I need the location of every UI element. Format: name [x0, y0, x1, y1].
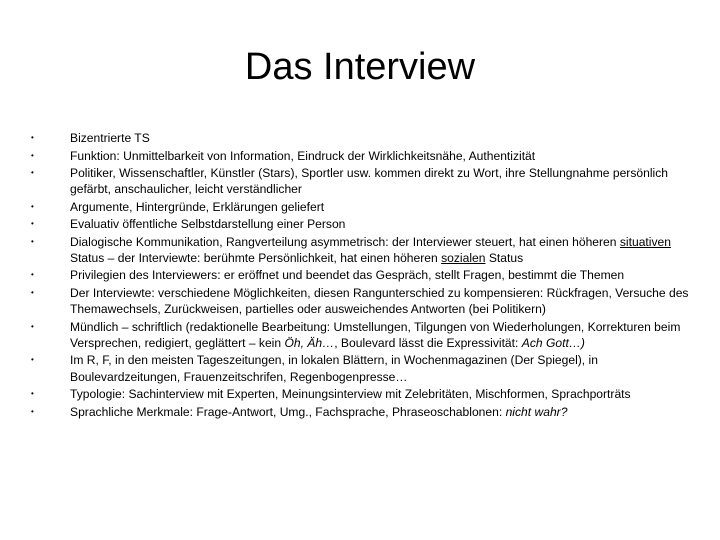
- italic-text: Öh, Äh…: [284, 335, 335, 350]
- bullet-icon: •: [31, 355, 34, 365]
- bullet-item: [28, 130, 696, 146]
- underlined-text: sozialen: [441, 250, 486, 265]
- bullet-item: [28, 285, 696, 317]
- italic-text: nicht wahr?: [505, 404, 568, 419]
- bullet-text-part: , Boulevard lässt die Expressivität:: [334, 335, 522, 350]
- bullet-text-part: Status – der Interviewte: berühmte Persönlichkeit, hat einen höheren: [70, 250, 442, 265]
- bullet-icon: •: [31, 287, 34, 297]
- bullet-icon: •: [31, 389, 34, 399]
- bullet-icon: •: [31, 270, 34, 280]
- italic-text: Ach Gott…): [521, 335, 585, 350]
- bullet-item: [28, 319, 696, 351]
- bullet-text: Funktion: Unmittelbarkeit von Information, Eindruck der Wirklichkeitsnähe, Authentizität: [70, 148, 536, 163]
- bullet-item: [28, 267, 696, 283]
- bullet-item: [28, 386, 696, 402]
- bullet-item: [28, 199, 696, 215]
- bullet-icon: •: [31, 219, 34, 229]
- bullet-icon: •: [31, 406, 34, 416]
- bullet-icon: •: [31, 201, 34, 211]
- bullet-text: Im R, F, in den meisten Tageszeitungen, in lokalen Blättern, in Wochenmagazinen (Der Spiegel), in Boulevardzeitungen, Frauenzeitschrifen, Regenbogenpresse…: [70, 353, 598, 384]
- bullet-text: Der Interviewte: verschiedene Möglichkeiten, diesen Rangunterschied zu kompensieren: Rückfragen, Versuche des Themawechsels, Zurückweisen, partielles oder ausweichendes Antworten (bei Politikern): [70, 285, 689, 317]
- bullet-text: Typologie: Sachinterview mit Experten, Meinungsinterview mit Zelebritäten, Mischformen, Sprachporträts: [70, 387, 631, 402]
- bullet-icon: •: [31, 133, 34, 142]
- bullet-item: [28, 234, 696, 266]
- bullet-text-part: Sprachliche Merkmale: Frage-Antwort, Umg., Fachsprache, Phraseoschablonen:: [70, 404, 506, 419]
- slide-title: Das Interview: [244, 46, 476, 88]
- bullet-text: Privilegien des Interviewers: er eröffnet und beendet das Gespräch, stellt Fragen, bestimmt die Themen: [70, 268, 625, 283]
- bullet-text: Argumente, Hintergründe, Erklärungen geliefert: [70, 199, 325, 214]
- bullet-text-part: Dialogische Kommunikation, Rangverteilung asymmetrisch: der Interviewer steuert, hat einen höheren: [70, 234, 620, 249]
- bullet-list: [28, 130, 696, 421]
- bullet-item: [28, 404, 696, 420]
- bullet-text: Evaluativ öffentliche Selbstdarstellung einer Person: [70, 217, 346, 232]
- bullet-text-part: Status: [485, 250, 524, 265]
- bullet-item: [28, 352, 696, 384]
- bullet-icon: •: [31, 168, 34, 177]
- bullet-item: [28, 216, 696, 232]
- underlined-text: situativen: [619, 234, 671, 249]
- bullet-icon: •: [31, 236, 34, 246]
- bullet-item: [28, 148, 696, 164]
- bullet-item: [28, 165, 696, 197]
- bullet-icon: •: [31, 321, 34, 331]
- bullet-icon: •: [31, 150, 34, 160]
- bullet-text: Bizentrierte TS: [70, 131, 150, 145]
- bullet-text: Politiker, Wissenschaftler, Künstler (Stars), Sportler usw. kommen direkt zu Wort, ihre Stellungnahme persönlich gefärbt, anschaulicher, leicht verständlicher: [70, 166, 668, 197]
- bullet-text-part: Mündlich – schriftlich (redaktionelle Bearbeitung: Umstellungen, Tilgungen von Wiederholungen, Korrekturen beim Versprechen, redigiert, geglättert – kein: [70, 319, 681, 350]
